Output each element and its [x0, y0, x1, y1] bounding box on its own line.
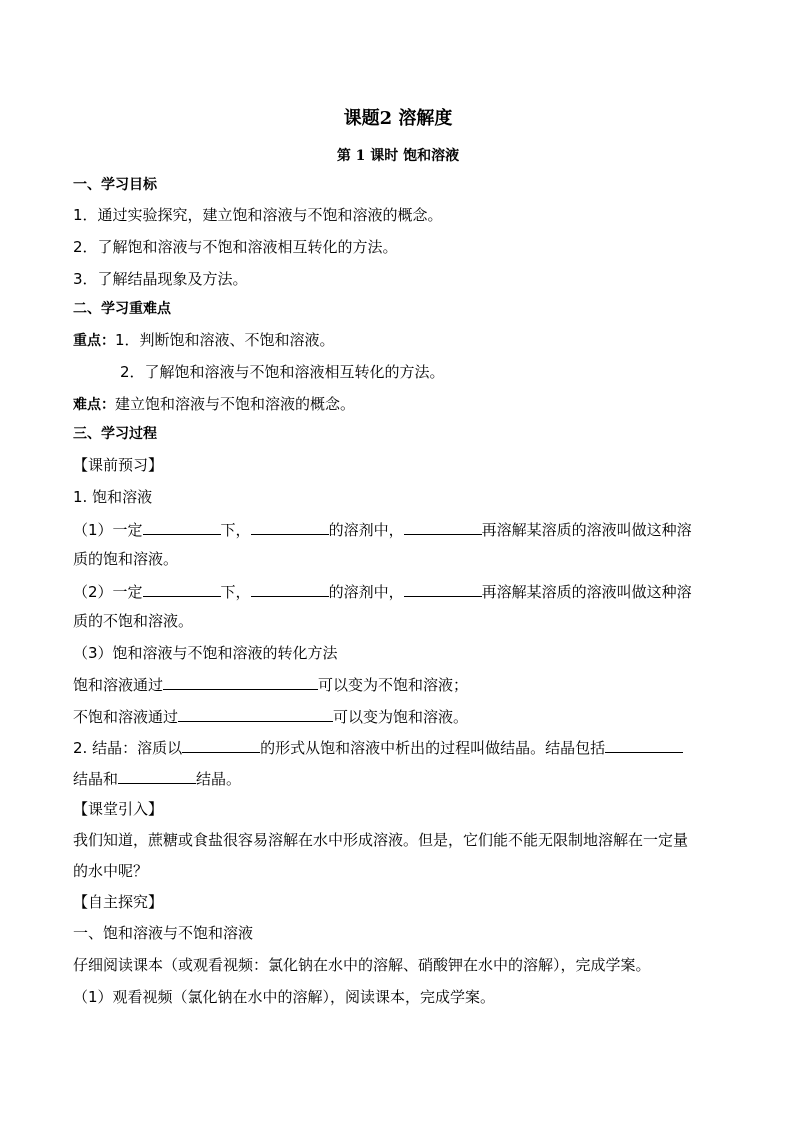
explore-item-1: 一、饱和溶液与不饱和溶液 [73, 924, 254, 942]
crystallization-cont [73, 767, 241, 790]
text-segment: 的溶剂中， [328, 521, 404, 539]
fill-line-1-cont: 质的饱和溶液。 [73, 550, 179, 568]
text-segment: 再溶解某溶质的溶液叫做这种溶 [481, 583, 692, 601]
conversion-1 [73, 673, 468, 696]
page-subtitle: 第 1 课时 饱和溶液 [336, 148, 460, 164]
explore-item-2: 仔细阅读课本（或观看视频：氯化钠在水中的溶解、硝酸钾在水中的溶解），完成学案。 [73, 956, 651, 974]
blank-field[interactable] [118, 767, 196, 784]
fill-line-1 [73, 518, 692, 541]
process-heading: 三、学习过程 [73, 426, 157, 442]
fill-line-2-cont: 质的不饱和溶液。 [73, 612, 194, 630]
text-segment: 下， [220, 521, 251, 539]
objective-1: 1．通过实验探究，建立饱和溶液与不饱和溶液的概念。 [73, 206, 443, 224]
intro-text-2: 的水中呢？ [73, 862, 149, 880]
text-segment: 不饱和溶液通过 [73, 708, 179, 726]
objective-3: 3．了解结晶现象及方法。 [73, 270, 248, 288]
key-point-1-text: 1．判断饱和溶液、不饱和溶液。 [115, 331, 335, 349]
blank-field[interactable] [178, 705, 333, 722]
key-point-2: 2．了解饱和溶液与不饱和溶液相互转化的方法。 [120, 363, 445, 381]
text-segment: （1）一定 [73, 521, 143, 539]
difficulty-label: 难点： [73, 397, 115, 413]
text-segment: 可以变为饱和溶液。 [333, 708, 469, 726]
preview-heading: 【课前预习】 [73, 456, 164, 474]
text-segment: 结晶和 [73, 770, 119, 788]
blank-field[interactable] [163, 673, 318, 690]
preview-item-1: 1. 饱和溶液 [73, 488, 153, 506]
conversion-2 [73, 705, 468, 728]
text-segment: 2. 结晶：溶质以 [73, 739, 183, 757]
text-segment: 下， [220, 583, 251, 601]
preview-item-3: （3）饱和溶液与不饱和溶液的转化方法 [73, 644, 338, 662]
page-title: 课题2 溶解度 [343, 108, 453, 129]
fill-line-2 [73, 580, 692, 603]
blank-field[interactable] [143, 518, 221, 535]
objective-2: 2．了解饱和溶液与不饱和溶液相互转化的方法。 [73, 238, 398, 256]
blank-field[interactable] [143, 580, 221, 597]
blank-field[interactable] [251, 518, 329, 535]
explore-heading: 【自主探究】 [73, 893, 164, 911]
key-points-heading: 二、学习重难点 [73, 301, 171, 317]
blank-field[interactable] [182, 736, 260, 753]
blank-field[interactable] [251, 580, 329, 597]
text-segment: 可以变为不饱和溶液； [318, 676, 469, 694]
crystallization-line [73, 736, 683, 759]
explore-item-3: （1）观看视频（氯化钠在水中的溶解），阅读课本，完成学案。 [73, 988, 496, 1006]
blank-field[interactable] [404, 580, 482, 597]
intro-heading: 【课堂引入】 [73, 800, 164, 818]
text-segment: 结晶。 [196, 770, 242, 788]
objectives-heading: 一、学习目标 [73, 177, 157, 193]
text-segment: 的形式从饱和溶液中析出的过程叫做结晶。结晶包括 [260, 739, 606, 757]
key-label: 重点： [73, 333, 115, 349]
text-segment: 再溶解某溶质的溶液叫做这种溶 [481, 521, 692, 539]
key-point-1 [73, 329, 335, 352]
difficulty-text: 建立饱和溶液与不饱和溶液的概念。 [115, 395, 356, 413]
difficulty [73, 393, 355, 416]
text-segment: 的溶剂中， [328, 583, 404, 601]
blank-field[interactable] [404, 518, 482, 535]
text-segment: （2）一定 [73, 583, 143, 601]
text-segment: 饱和溶液通过 [73, 676, 164, 694]
blank-field[interactable] [605, 736, 683, 753]
intro-text-1: 我们知道，蔗糖或食盐很容易溶解在水中形成溶液。但是，它们能不能无限制地溶解在一定量 [73, 831, 689, 849]
